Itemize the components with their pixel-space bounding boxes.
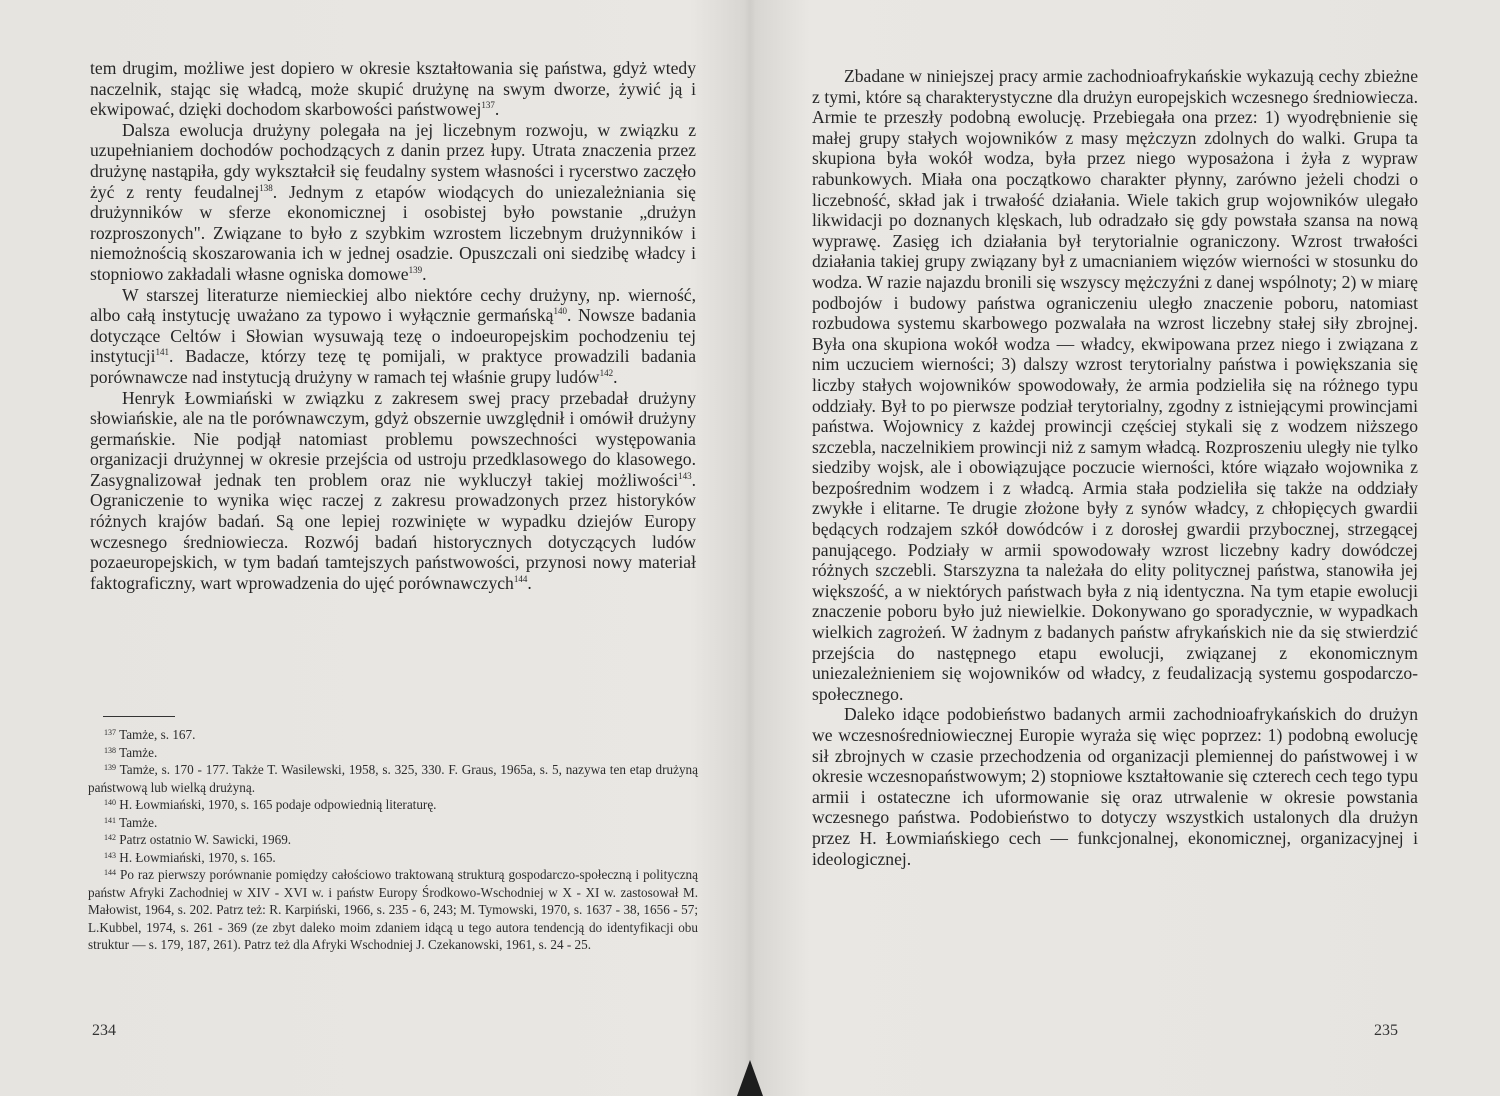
- paragraph-text: . Jednym z etapów wiodących do uniezależniania się drużynników w sferze ekonomicznej i osobistej było powstanie „drużyn rozproszonych". Związane to było z szybkim wzrostem liczebnym drużynników i niemożnością skoszarowania ich w jednej osadzie. Opuszczali oni siedzibę władcy i stopniowo zakładali własne ogniska domowe: [90, 181, 696, 284]
- footnote-ref[interactable]: 139: [408, 264, 423, 275]
- footnote: [88, 744, 698, 762]
- left-paragraph-4: [90, 388, 696, 594]
- right-paragraph-2: Daleko idące podobieństwo badanych armii zachodnioafrykańskich do drużyn we wczesnośredniowiecznej Europie wyraża się więc poprzez: 1) podobną ewolucję sił zbrojnych w czasie przechodzenia od organizacji plemiennej do państwowej i w okresie wczesnopaństwowym; 2) stopniowe kształtowanie się czterech cech tego typu armii i ostateczne ich uformowanie się oraz utrwalenie w okresie powstania wczesnego państwa. Podobieństwo to dotyczy wszystkich ustalonych dla drużyn przez H. Łowmiańskiego cech — funkcjonalnej, ekonomicznej, organizacyjnej i ideologicznej.: [812, 704, 1418, 869]
- footnote-text: H. Łowmiański, 1970, s. 165 podaje odpowiednią literaturę.: [119, 797, 437, 812]
- footnote-ref[interactable]: 138: [259, 182, 273, 193]
- footnote-text: Patrz ostatnio W. Sawicki, 1969.: [119, 832, 292, 847]
- footnote-ref[interactable]: 140: [553, 306, 567, 317]
- footnote-text: H. Łowmiański, 1970, s. 165.: [119, 849, 276, 865]
- paragraph-text: .: [527, 572, 532, 593]
- left-paragraph-1: [90, 58, 696, 120]
- footnote: [88, 849, 698, 867]
- footnote-number: 142: [104, 833, 116, 842]
- footnote-number: 139: [104, 763, 116, 772]
- footnote-number: 138: [104, 745, 116, 755]
- footnote: [88, 761, 698, 796]
- paragraph-text: . Nowsze badania dotyczące Celtów i Słowian wysuwają tezę o indoeuropejskim pochodzeniu tej instytucji: [90, 305, 697, 367]
- footnote-text: Tamże, s. 167.: [119, 727, 196, 742]
- footnote-ref[interactable]: 141: [155, 347, 169, 358]
- left-paragraph-3: [90, 285, 696, 388]
- footnote-separator: [103, 716, 175, 717]
- left-body-text: [90, 58, 696, 593]
- paragraph-text: .: [613, 366, 618, 387]
- paragraph-text: . Ograniczenie to wynika więc raczej z zakresu prowadzonych przez historyków różnych krajów badań. Są one lepiej rozwinięte w wypadku dziejów Europy wczesnego średniowiecza. Rozwój badań historycznych dotyczących ludów pozaeuropejskich, w tym badań tamtejszych państwowości, przynosi nowy materiał faktograficzny, wart wprowadzenia do ujęć porównawczych: [90, 469, 696, 593]
- footnote: [88, 726, 698, 744]
- footnote-number: 144: [104, 868, 116, 877]
- paragraph-text: Henryk Łowmiański w związku z zakresem swej pracy przebadał drużyny słowiańskie, ale na tle porównawczym, gdyż obszernie uwzględnił i omówił drużyny germańskie. Nie podjął natomiast problemu powszechności występowania organizacji drużynnej w okresie przejścia od ustroju przedklasowego do klasowego. Zasygnalizował jednak ten problem oraz nie wykluczył takiej możliwości: [90, 387, 696, 490]
- paragraph-text: .: [422, 263, 427, 284]
- footnote-ref[interactable]: 144: [513, 573, 528, 584]
- left-paragraph-2: [90, 120, 696, 285]
- footnote-number: 141: [104, 815, 116, 825]
- footnote-text: Tamże.: [119, 814, 158, 830]
- footnote-number: 143: [104, 850, 116, 860]
- page-number: 235: [1374, 1022, 1398, 1039]
- footnote-ref[interactable]: 142: [599, 367, 614, 378]
- paragraph-text: W starszej literaturze niemieckiej albo niektóre cechy drużyny, np. wierność, albo całą instytucję uważano za typowo i wyłącznie germańską: [90, 284, 696, 326]
- right-body-text: [812, 66, 1418, 869]
- footnote: [88, 814, 698, 832]
- footnote-number: 137: [104, 728, 116, 737]
- paragraph-text: tem drugim, możliwe jest dopiero w okresie kształtowania się państwa, gdyż wtedy naczelnik, stając się władcą, może skupić drużynę na swym dworze, żywić ją i ekwipować, dzięki dochodom skarbowości państwowej: [90, 58, 696, 120]
- footnote: [88, 831, 698, 849]
- footnote-text: Po raz pierwszy porównanie pomiędzy całościowo traktowaną strukturą gospodarczo-społeczną i polityczną państw Afryki Zachodniej w XIV - XVI w. i państw Europy Środkowo-Wschodniej w X - XI w. zastosował M. Małowist, 1964, s. 202. Patrz też: R. Karpiński, 1966, s. 235 - 6, 243; M. Tymowski, 1970, s. 1637 - 38, 1656 - 57; L.Kubbel, 1974, s. 261 - 369 (ze zbyt daleko moim zdaniem idącą u tego autora tendencją do identyfikacji obu struktur — s. 179, 187, 261). Patrz też dla Afryki Wschodniej J. Czekanowski, 1961, s. 24 - 25.: [88, 867, 699, 952]
- footnote-ref[interactable]: 137: [481, 100, 495, 111]
- paragraph-text: Dalsza ewolucja drużyny polegała na jej liczebnym rozwoju, w związku z uzupełnianiem dochodów pochodzących z danin przez łupy. Utrata znaczenia przez drużynę nastąpiła, gdy wykształcił się feudalny system własności i rycerstwo zaczęło żyć z renty feudalnej: [90, 119, 696, 202]
- gutter-shadow-mark: [737, 1060, 763, 1096]
- page-number: 234: [92, 1022, 116, 1039]
- footnote-ref[interactable]: 143: [678, 470, 692, 481]
- right-paragraph-1: Zbadane w niniejszej pracy armie zachodnioafrykańskie wykazują cechy zbieżne z tymi, które są charakterystyczne dla drużyn europejskich wczesnego średniowiecza. Armie te przeszły podobną ewolucję. Przebiegała ona przez: 1) wyodrębnienie się małej grupy stałych wojowników z masy mężczyzn zdolnych do walki. Grupa ta skupiona była wokół wodza, była przez niego wyposażona i żyła z wypraw rabunkowych. Miała ona początkowo charakter płynny, zarówno jeżeli chodzi o liczebność, skład jak i trwałość działania. Wiele takich grup wojowników ulegało likwidacji po doznanych klęskach, lub odradzało się gdy powstała szansa na nową wyprawę. Zasięg ich działania był terytorialnie ograniczony. Wzrost trwałości działania takiej grupy związany był z umacnianiem więzów wierności w stosunku do wodza. W razie najazdu bronili się wszyscy mężczyźni z danej wspólnoty; 2) w miarę podbojów i budowy państwa ograniczeniu uległo znaczenie poboru, natomiast rozbudowa systemu skarbowego pozwalała na wzrost liczebny stałej siły zbrojnej. Była ona skupiona wokół wodza — władcy, ekwipowana przez niego i związana z nim uczuciem wierności; 3) dalszy wzrost terytorialny państwa i powiększania się liczby stałych wojowników spowodowały, że armia podzieliła się na różnego typu oddziały. Był to po pierwsze podział terytorialny, zgodny z istniejącymi prowincjami państwa. Wojownicy z każdej prowincji częściej stykali się z wodzem niższego szczebla, naczelnikiem prowincji niż z samym władcą. Rozproszeniu uległy nie tylko siedziby wojsk, ale i obowiązujące poczucie wierności, które wiązało wojownika z bezpośrednim wodzem i z władcą. Armia stała podzieliła się także na oddziały zwykłe i elitarne. Te drugie złożone były z synów władcy, z chłopięcych gwardii będących rodzajem szkół dowódców i z dorosłej gwardii przybocznej, strzegącej panującego. Podziały w armii spowodowały wzrost liczebny kadry dowódczej różnych szczebli. Starszyzna ta należała do elity politycznej państwa, stanowiła jej większość, a w niektórych państwach była z nią identyczna. Na tym etapie ewolucji znaczenie poboru było już niewielkie. Dokonywano go sporadycznie, w wypadkach wielkich zagrożeń. W żadnym z badanych państw afrykańskich nie da się stwierdzić przejścia do następnego etapu ewolucji, związanej z ekonomicznym uniezależnieniem się wojowników od władcy, z feudalizacją systemu gospodarczo-społecznego.: [812, 66, 1418, 704]
- footnotes: [88, 726, 698, 954]
- footnote: [88, 796, 698, 814]
- footnote: [88, 866, 698, 954]
- paragraph-text: . Badacze, którzy tezę tę pomijali, w praktyce prowadzili badania porównawcze nad instytucją drużyny w ramach tej właśnie grupy ludów: [90, 346, 696, 387]
- paragraph-text: .: [494, 99, 500, 120]
- footnote-text: Tamże, s. 170 - 177. Także T. Wasilewski, 1958, s. 325, 330. F. Graus, 1965a, s. 5, nazywa ten etap drużyną państwową lub wielką drużyną.: [88, 762, 698, 795]
- footnote-text: Tamże.: [119, 744, 158, 760]
- footnote-number: 140: [104, 798, 116, 807]
- right-page: [750, 0, 1500, 1096]
